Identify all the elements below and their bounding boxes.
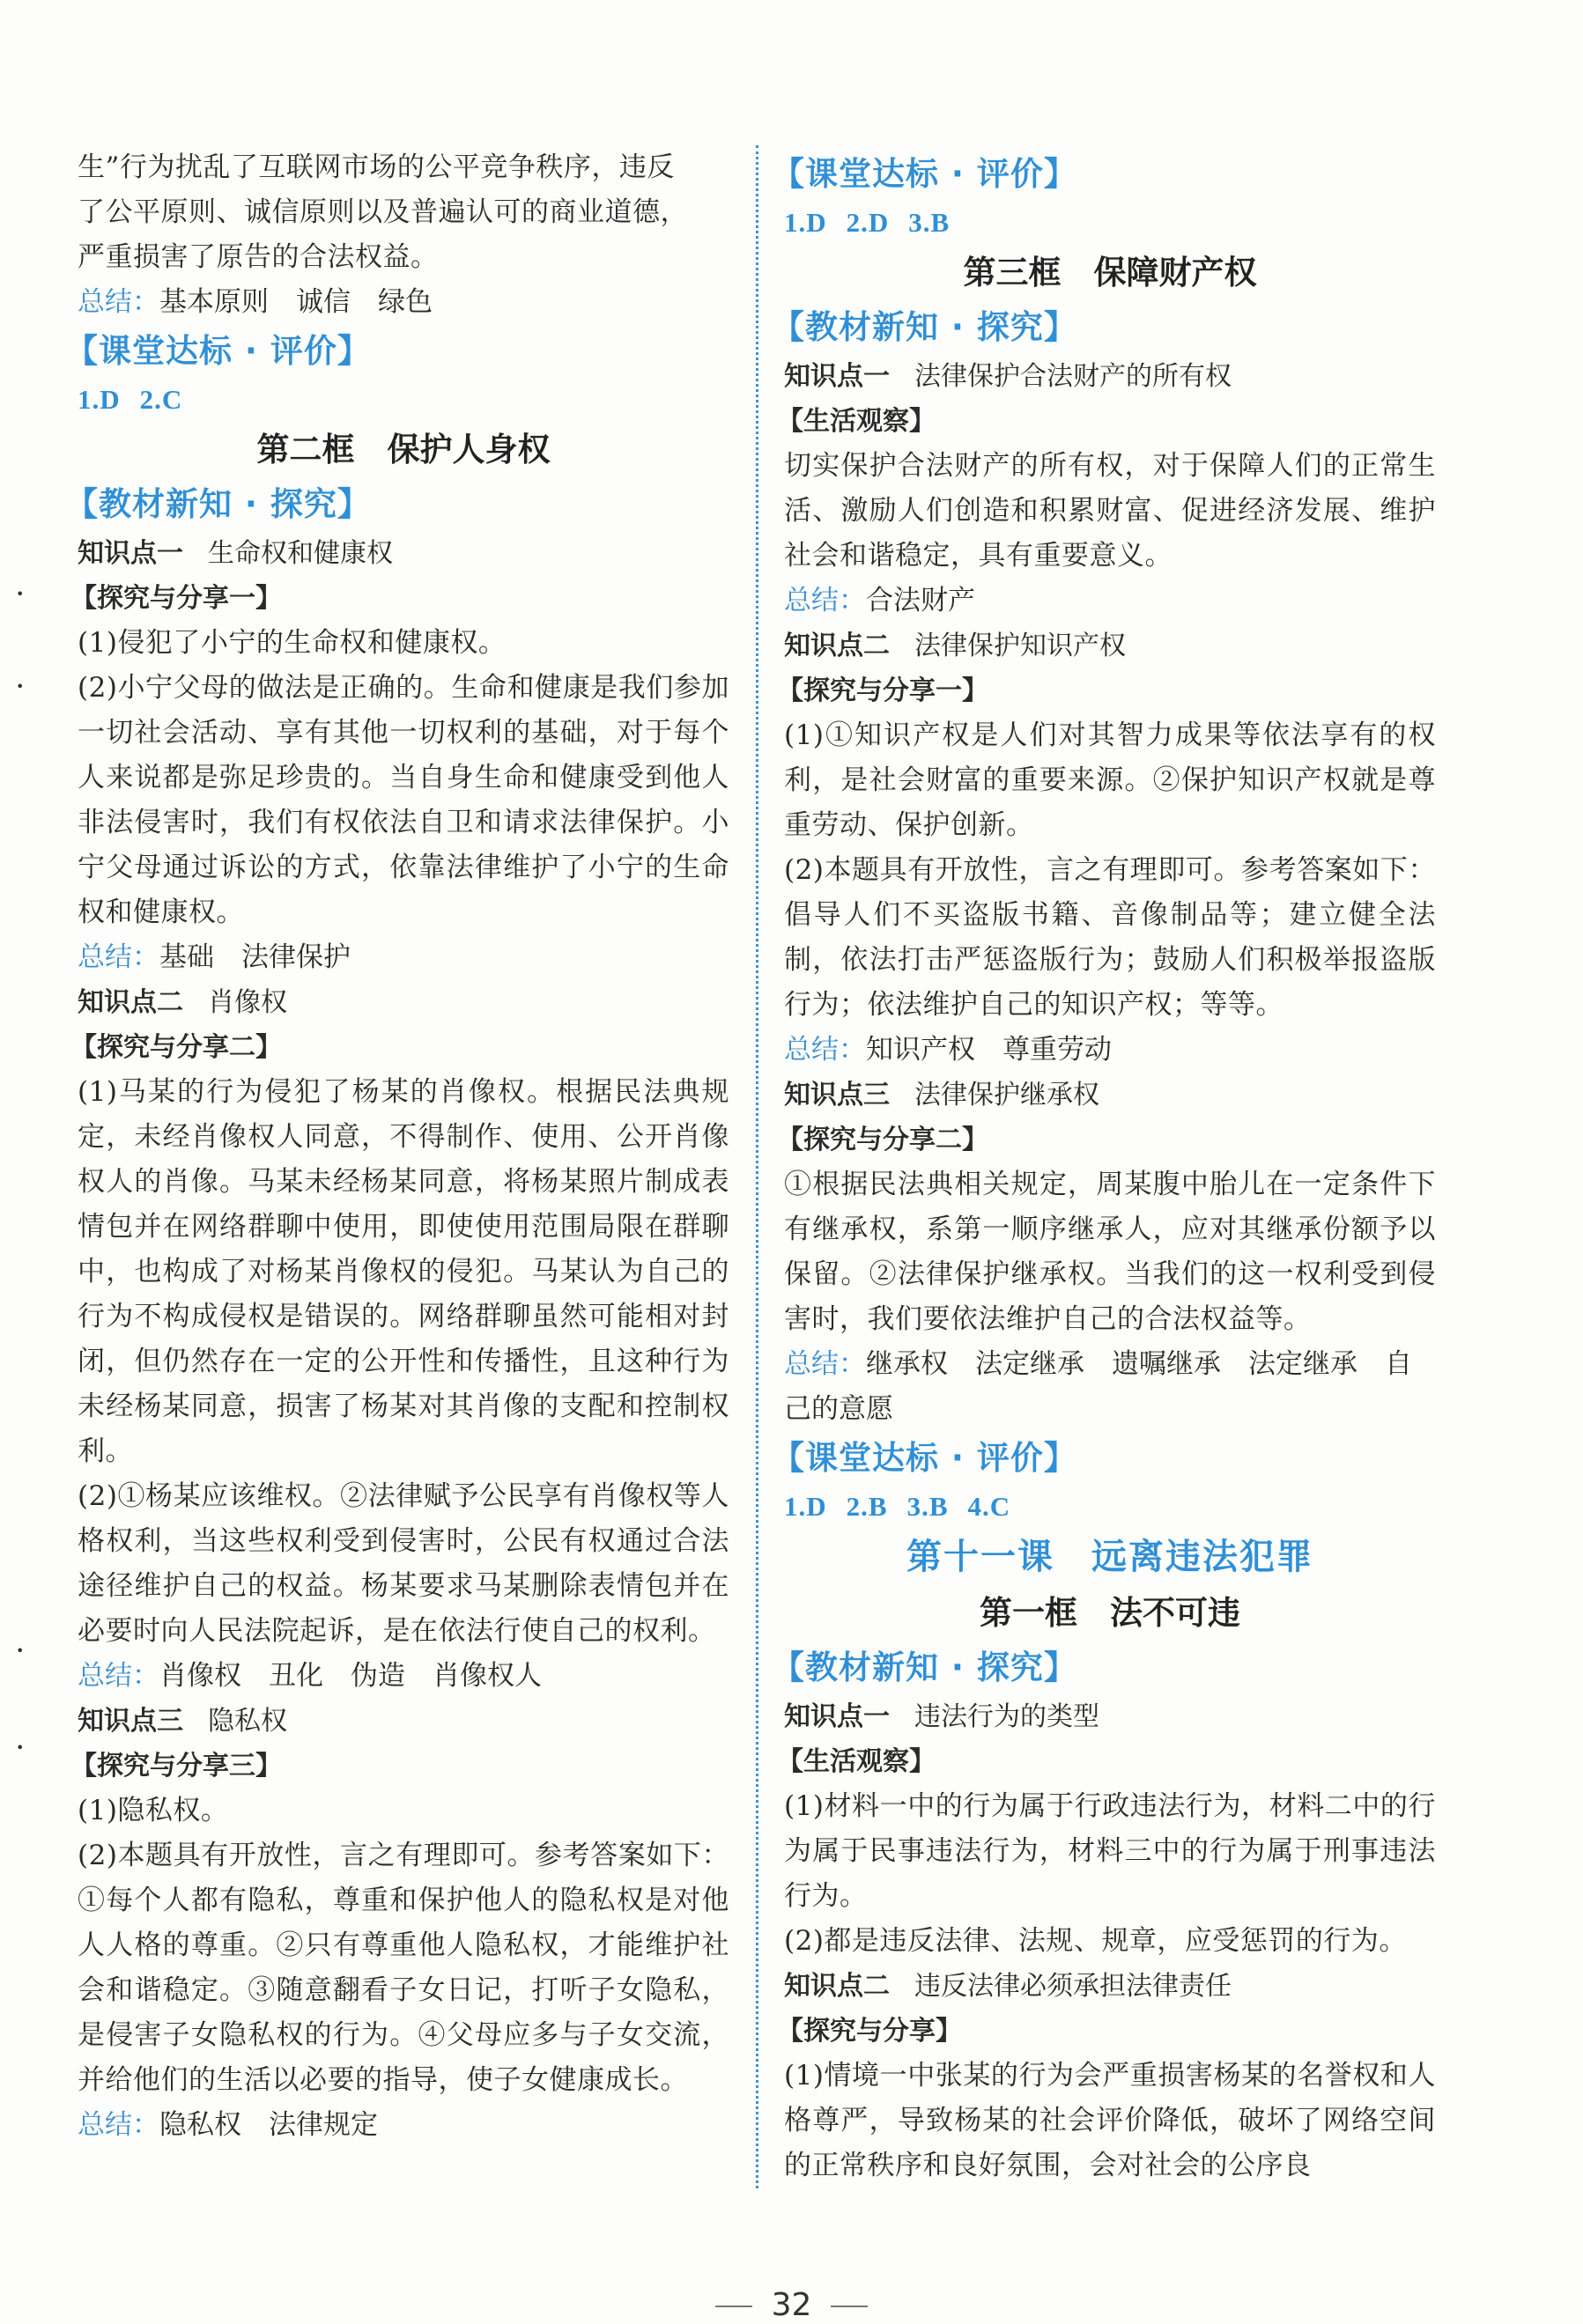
knowledge-point: [784, 354, 1436, 399]
right-column: [772, 148, 1436, 2188]
summary-label: 总结 ：: [78, 286, 159, 318]
knowledge-point: [784, 1073, 1436, 1118]
text-line: 生”行为扰乱了互联网市场的公平竞争秩序，违反: [78, 151, 675, 183]
summary-label: 总结 ：: [78, 2109, 159, 2141]
answer-list: [784, 1485, 1436, 1529]
summary-label: 总结 ：: [78, 1660, 159, 1692]
summary-label: 总结 ：: [784, 1034, 866, 1066]
kp-number: 知识点二: [784, 1971, 890, 2002]
kp-number: 知识点一: [784, 361, 890, 392]
knowledge-point: [78, 531, 729, 576]
kp-title: 肖像权: [208, 987, 287, 1018]
answer: 1.D: [784, 207, 827, 238]
kp-number: 知识点三: [784, 1080, 890, 1110]
answer-paragraph: (2)本题具有开放性，言之有理即可。参考答案如下：①每个人都有隐私，尊重和保护他人的隐私权是对他人人格的尊重。②只有尊重他人隐私权，才能维护社会和谐稳定。③随意翻看子女日记，打听子女隐私，是侵害子女隐私权的行为。④父母应多与子女交流，并给他们的生活以必要的指导，使子女健康成长。: [78, 1840, 729, 2096]
summary: [78, 1654, 729, 1699]
answer: 3.B: [906, 1491, 949, 1522]
page-dash: [831, 2306, 868, 2307]
summary-text: 基本原则 诚信 绿色: [159, 286, 433, 318]
answer-paragraph: 切实保护合法财产的所有权，对于保障人们的正常生活、激励人们创造和积累财富、促进经济发展、维护社会和谐稳定，具有重要意义。: [784, 450, 1436, 572]
activity-tag: 【探究与分享】: [777, 2016, 962, 2047]
lesson-title: 第十一课 远离违法犯罪: [906, 1536, 1313, 1577]
kp-number: 知识点二: [784, 631, 890, 661]
answer: 1.D: [784, 1491, 827, 1522]
answer-paragraph: (1)①知识产权是人们对其智力成果等依法享有的权利，是社会财富的重要来源。②保护知识产权就是尊重劳动、保护创新。: [784, 719, 1436, 841]
kp-number: 知识点一: [784, 1701, 890, 1732]
kp-title: 隐私权: [208, 1706, 287, 1737]
answer-paragraph: (2)小宁父母的做法是正确的。生命和健康是我们参加一切社会活动、享有其他一切权利的基础，对于每个人来说都是弥足珍贵的。当自身生命和健康受到他人非法侵害时，我们有权依法自卫和请求法律保护。小宁父母通过诉讼的方式，依靠法律维护了小宁的生命权和健康权。: [78, 672, 729, 928]
answer-list: [784, 201, 1436, 245]
summary: [784, 1028, 1436, 1073]
knowledge-point: [784, 1964, 1436, 2009]
knowledge-point: [78, 1699, 729, 1744]
page-dash: [715, 2306, 752, 2307]
answer: 4.C: [967, 1491, 1011, 1522]
kp-title: 生命权和健康权: [208, 538, 393, 569]
answer: 1.D: [78, 384, 121, 415]
left-column: [65, 145, 729, 2148]
answer-paragraph: (1)材料一中的行为属于行政违法行为，材料二中的行为属于民事违法行为，材料三中的行为属于刑事违法行为。: [784, 1790, 1436, 1912]
summary-text: 肖像权 丑化 伪造 肖像权人: [159, 1660, 542, 1692]
section-heading: 【教材新知 · 探究】: [772, 308, 1077, 346]
answer-paragraph: (1)马某的行为侵犯了杨某的肖像权。根据民法典规定，未经肖像权人同意，不得制作、使用、公开肖像权人的肖像。马某未经杨某同意，将杨某照片制成表情包并在网络群聊中使用，即使使用范围局限在群聊中，也构成了对杨某肖像权的侵犯。马某认为自己的行为不构成侵权是错误的。网络群聊虽然可能相对封闭，但仍然存在一定的公开性和传播性，且这种行为未经杨某同意，损害了杨某对其肖像的支配和控制权利。: [78, 1076, 729, 1467]
kp-title: 违反法律必须承担法律责任: [914, 1971, 1232, 2002]
text-line: 了公平原则、诚信原则以及普遍认可的商业道德，: [78, 196, 688, 228]
frame-title: 第三框 保障财产权: [963, 254, 1257, 291]
summary: [78, 2103, 729, 2148]
summary: [784, 579, 1436, 623]
summary-text: 隐私权 法律规定: [159, 2109, 378, 2141]
answer: 3.B: [908, 207, 951, 238]
answer: 2.B: [846, 1491, 888, 1522]
margin-dot: •: [16, 678, 25, 695]
text-line: 严重损害了原告的合法权益。: [78, 241, 439, 273]
page-number-text: 32: [771, 2287, 812, 2323]
answer: 2.D: [846, 207, 890, 238]
activity-tag: 【探究与分享三】: [70, 1751, 282, 1782]
answer-paragraph: (1)侵犯了小宁的生命权和健康权。: [78, 627, 507, 659]
summary-text: 知识产权 尊重劳动: [866, 1034, 1112, 1066]
summary-text: 基础 法律保护: [159, 941, 351, 973]
answer-paragraph: (1)情境一中张某的行为会严重损害杨某的名誉权和人格尊严，导致杨某的社会评价降低，破坏了网络空间的正常秩序和良好氛围，会对社会的公序良: [784, 2060, 1436, 2181]
summary-label: 总结 ：: [784, 1348, 866, 1380]
summary: [784, 1342, 1436, 1432]
kp-title: 法律保护继承权: [914, 1080, 1099, 1110]
activity-tag: 【探究与分享二】: [70, 1032, 282, 1063]
answer-paragraph: (2)都是违反法律、法规、规章，应受惩罚的行为。: [784, 1925, 1407, 1957]
activity-tag: 【探究与分享一】: [777, 675, 988, 706]
answer: 2.C: [139, 384, 183, 415]
kp-number: 知识点二: [78, 987, 183, 1018]
section-heading: 【课堂达标 · 评价】: [772, 1439, 1077, 1477]
kp-number: 知识点三: [78, 1706, 183, 1737]
answer-list: [78, 378, 729, 422]
activity-tag: 【生活观察】: [777, 1746, 936, 1777]
section-heading: 【课堂达标 · 评价】: [65, 332, 371, 370]
section-heading: 【教材新知 · 探究】: [65, 485, 371, 523]
margin-dot: •: [16, 586, 25, 602]
summary-text: 合法财产: [866, 585, 975, 616]
column-divider: [756, 145, 758, 2188]
section-heading: 【课堂达标 · 评价】: [772, 155, 1077, 193]
answer-paragraph: (2)本题具有开放性，言之有理即可。参考答案如下：倡导人们不买盗版书籍、音像制品等；建立健全法制，依法打击严惩盗版行为；鼓励人们积极举报盗版行为；依法维护自己的知识产权；等等。: [784, 854, 1436, 1021]
summary-label: 总结 ：: [784, 585, 866, 616]
answer-paragraph: (2)①杨某应该维权。②法律赋予公民享有肖像权等人格权利，当这些权利受到侵害时，公民有权通过合法途径维护自己的权益。杨某要求马某删除表情包并在必要时向人民法院起诉，是在依法行使自己的权利。: [78, 1480, 729, 1647]
kp-title: 法律保护知识产权: [914, 631, 1126, 661]
knowledge-point: [784, 1694, 1436, 1739]
answer-paragraph: (1)隐私权。: [78, 1795, 229, 1826]
activity-tag: 【生活观察】: [777, 406, 936, 437]
margin-dot: •: [16, 1642, 25, 1659]
frame-title: 第一框 法不可违: [980, 1594, 1240, 1632]
activity-tag: 【探究与分享一】: [70, 583, 282, 614]
kp-number: 知识点一: [78, 538, 183, 569]
section-heading: 【教材新知 · 探究】: [772, 1649, 1077, 1686]
kp-title: 违法行为的类型: [914, 1701, 1099, 1732]
summary: [78, 935, 729, 980]
summary: [78, 280, 729, 325]
frame-title: 第二框 保护人身权: [256, 431, 551, 468]
summary-label: 总结 ：: [78, 941, 159, 973]
knowledge-point: [784, 623, 1436, 668]
margin-dot: •: [16, 1739, 25, 1756]
answer-paragraph: ①根据民法典相关规定，周某腹中胎儿在一定条件下有继承权，系第一顺序继承人，应对其继承份额予以保留。②法律保护继承权。当我们的这一权利受到侵害时，我们要依法维护自己的合法权益等。: [784, 1169, 1436, 1335]
page-number: [0, 2288, 1583, 2323]
knowledge-point: [78, 980, 729, 1025]
activity-tag: 【探究与分享二】: [777, 1125, 988, 1155]
paragraph: [78, 145, 729, 280]
summary-text: 继承权 法定继承 遗嘱继承 法定继承 自己的意愿: [784, 1348, 1412, 1425]
kp-title: 法律保护合法财产的所有权: [914, 361, 1232, 392]
